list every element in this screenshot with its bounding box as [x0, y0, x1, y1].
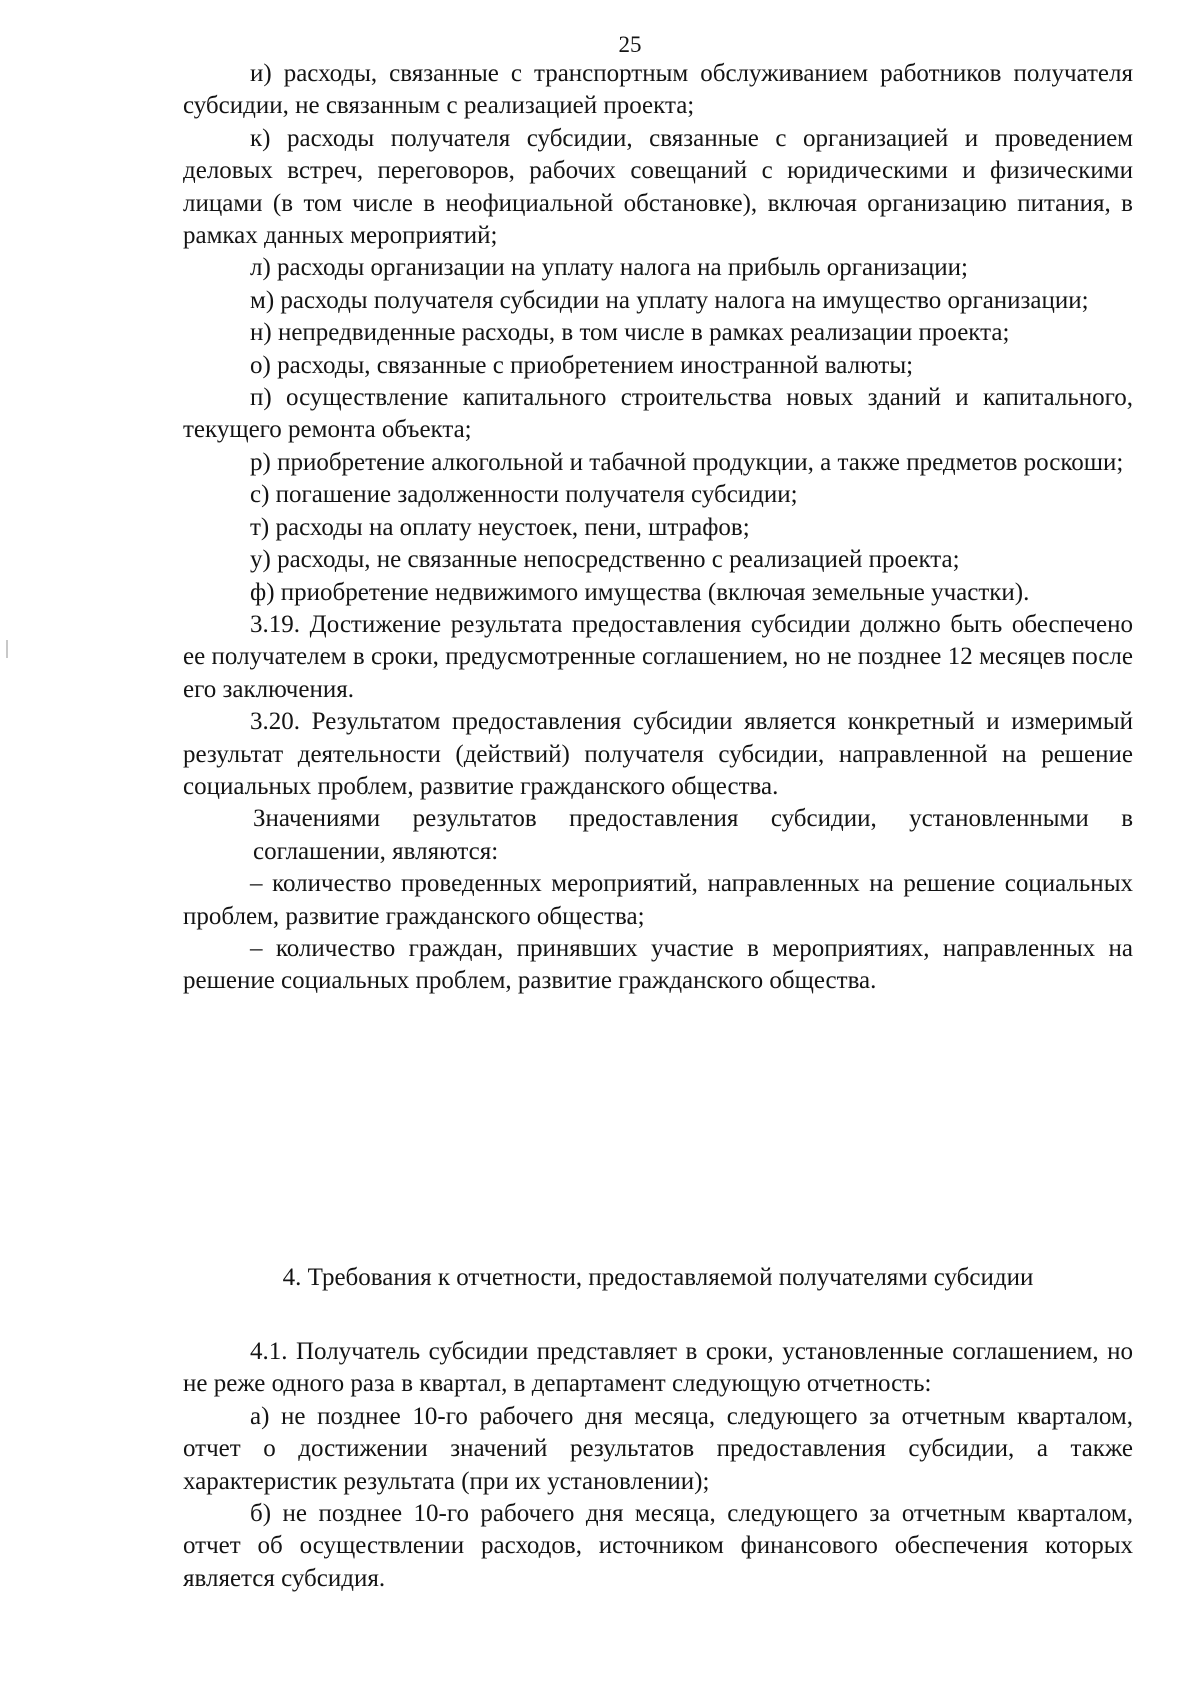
list-item-s: с) погашение задолженности получателя субсидии; — [250, 481, 798, 509]
list-item-u: у) расходы, не связанные непосредственно с реализацией проекта; — [250, 546, 960, 574]
list-item-p: п) осуществление капитального строительства новых зданий и капитального, текущего ремонта объекта; — [183, 384, 1133, 444]
list-item-a: а) не позднее 10-го рабочего дня месяца, следующего за отчетным кварталом, отчет о достижении значений результатов предоставления субсидии, а также характеристик результата (при их установлении); — [183, 1402, 1133, 1495]
list-item-i: и) расходы, связанные с транспортным обслуживанием работников получателя субсидии, не связанным с реализацией проекта; — [183, 60, 1133, 120]
section-body — [183, 1336, 1133, 1595]
list-item-l: л) расходы организации на уплату налога на прибыль организации; — [250, 254, 968, 282]
scan-artifact — [6, 640, 8, 658]
clause-4-1: 4.1. Получатель субсидии представляет в сроки, установленные соглашением, но не реже одного раза в квартал, в департамент следующую отчетность: — [183, 1338, 1133, 1398]
list-item-t: т) расходы на оплату неустоек, пени, штрафов; — [250, 513, 750, 541]
result-value-item: – количество проведенных мероприятий, направленных на решение социальных проблем, развитие гражданского общества; — [183, 870, 1133, 930]
list-item-f: ф) приобретение недвижимого имущества (включая земельные участки). — [250, 578, 1030, 606]
clause-3-19: 3.19. Достижение результата предоставления субсидии должно быть обеспечено ее получателем в сроки, предусмотренные соглашением, но не позднее 12 месяцев после его заключения. — [183, 610, 1133, 703]
list-item-o: о) расходы, связанные с приобретением иностранной валюты; — [250, 351, 914, 379]
list-item-k: к) расходы получателя субсидии, связанные с организацией и проведением деловых встреч, переговоров, рабочих совещаний с юридическими и физическими лицами (в том числе в неофициальной обстановке), включая организацию питания, в рамках данных мероприятий; — [183, 124, 1133, 250]
section-heading: 4. Требования к отчетности, предоставляемой получателями субсидии — [282, 1264, 1034, 1291]
clause-3-20: 3.20. Результатом предоставления субсидии является конкретный и измеримый результат деятельности (действий) получателя субсидии, направленной на решение социальных проблем, развитие гражданского общества. — [183, 708, 1133, 800]
result-values-intro: Значениями результатов предоставления субсидии, установленными в соглашении, являются: — [253, 805, 1133, 865]
list-item-r: р) приобретение алкогольной и табачной продукции, а также предметов роскоши; — [250, 448, 1124, 476]
result-value-item: – количество граждан, принявших участие в мероприятиях, направленных на решение социальных проблем, развитие гражданского общества. — [183, 934, 1133, 995]
list-item-m: м) расходы получателя субсидии на уплату налога на имущество организации; — [250, 286, 1089, 314]
page-number: 25 — [618, 32, 642, 57]
list-item-b: б) не позднее 10-го рабочего дня месяца, следующего за отчетным кварталом, отчет об осуществлении расходов, источником финансового обеспечения которых является субсидия. — [183, 1500, 1133, 1592]
list-item-n: н) непредвиденные расходы, в том числе в рамках реализации проекта; — [250, 319, 1010, 347]
document-body — [183, 58, 1133, 998]
